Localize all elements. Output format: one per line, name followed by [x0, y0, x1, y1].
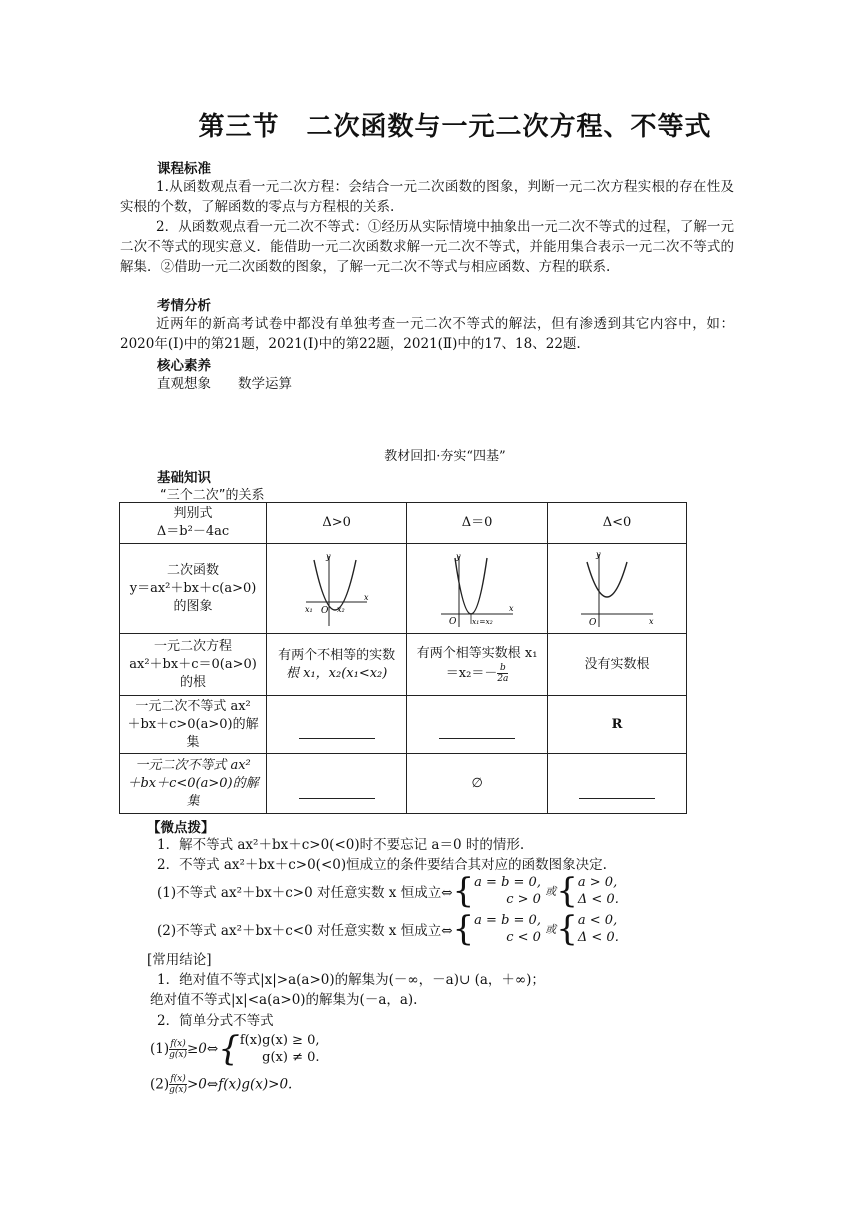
origin-label: O	[588, 617, 597, 628]
row-roots-label: 一元二次方程 ax²＋bx＋c＝0(a>0) 的根	[120, 634, 267, 696]
y-axis-label: y	[325, 551, 331, 561]
tips-heading: 【微点拨】	[147, 820, 215, 836]
roots-none: 没有实数根	[547, 634, 686, 696]
gt-solution-blank-1[interactable]	[267, 696, 407, 754]
x2-label: x₂	[336, 604, 345, 614]
row-graph-label: 二次函数 y＝ax²＋bx＋c(a>0) 的图象	[120, 544, 267, 634]
roots-two-distinct: 有两个不相等的实数 根 x₁，x₂(x₁<x₂)	[267, 634, 407, 696]
core-items: 直观想象 数学运算	[157, 376, 292, 392]
lt-solution-empty-set: ∅	[407, 754, 548, 814]
basics-heading: 基础知识	[157, 470, 211, 486]
header-discriminant: 判别式 Δ＝b²－4ac	[120, 503, 267, 544]
conclusions-heading: [常用结论]	[147, 952, 212, 968]
y-axis-label: y	[456, 551, 461, 561]
header-delta-zero: Δ＝0	[407, 503, 548, 544]
conclusion-line-5: (2) $\frac{f(x)}{g(x)}$ >0⇔f(x)g(x)>0.	[150, 1074, 293, 1095]
tip-line-2: 2．不等式 ax²＋bx＋c>0(<0)恒成立的条件要结合其对应的函数图象决定.	[157, 857, 607, 873]
analysis-p1: 近两年的新高考试卷中都没有单独考查一元二次不等式的解法，但有渗透到其它内容中，如：2020年(Ⅰ)中的第21题，2021(Ⅰ)中的第22题，2021(Ⅱ)中的17、18、22题.	[120, 316, 734, 352]
three-quadratics-table	[119, 502, 687, 814]
graph-two-roots	[267, 544, 407, 634]
origin-label: O	[320, 605, 329, 616]
tip-line-3: (1)不等式 ax²＋bx＋c>0 对任意实数 x 恒成立⇔{ a = b = 0, c > 0 或{ a > 0, Δ < 0.	[157, 871, 619, 911]
page-title: 第三节 二次函数与一元二次方程、不等式	[198, 112, 712, 142]
row-gt-solution-label: 一元二次不等式 ax² ＋bx＋c>0(a>0)的解 集	[120, 696, 267, 754]
gt-solution-no-root: R	[547, 696, 686, 754]
header-delta-negative: Δ<0	[547, 503, 686, 544]
graph-one-root	[407, 544, 548, 634]
lt-solution-blank-3[interactable]	[547, 754, 686, 814]
conclusion-line-1: 1．绝对值不等式|x|>a(a>0)的解集为(－∞，－a)∪ (a，＋∞)；	[157, 972, 545, 988]
header-delta-positive: Δ>0	[267, 503, 407, 544]
x-axis-label: x	[648, 616, 654, 626]
section-banner: 教材回扣·夯实“四基”	[384, 449, 506, 464]
course-standard-p2: 2．从函数观点看一元二次不等式：①经历从实际情境中抽象出一元二次不等式的过程，了解一元二次不等式的现实意义．能借助一元二次函数求解一元二次不等式，并能用集合表示一元二次不等式的解集．②借助一元二次函数的图象，了解一元二次不等式与相应函数、方程的联系.	[120, 219, 734, 275]
lt-solution-blank-1[interactable]	[267, 754, 407, 814]
conclusion-line-2: 绝对值不等式|x|<a(a>0)的解集为(－a，a).	[150, 992, 418, 1008]
core-heading: 核心素养	[157, 358, 211, 374]
course-standard-heading: 课程标准	[157, 161, 211, 177]
row-lt-solution-label: 一元二次不等式 ax² ＋bx＋c<0(a>0)的解 集	[120, 754, 267, 814]
origin-label: O	[449, 616, 457, 627]
x1-label: x₁	[304, 604, 313, 614]
graph-no-root	[547, 544, 686, 634]
course-standard-p1: 1.从函数观点看一元二次方程：会结合一元二次函数的图象，判断一元二次方程实根的存在性及实根的个数，了解函数的零点与方程根的关系.	[120, 179, 734, 215]
x-axis-label: x	[363, 592, 369, 602]
relation-heading: “三个二次”的关系	[160, 488, 265, 503]
analysis-heading: 考情分析	[157, 298, 211, 314]
y-axis-label: y	[595, 549, 601, 559]
conclusion-line-4: (1) $\frac{f(x)}{g(x)}$ ≥0⇔{ f(x)g(x) ≥ 0, g(x) ≠ 0.	[150, 1029, 320, 1069]
tip-line-1: 1．解不等式 ax²＋bx＋c>0(<0)时不要忘记 a＝0 时的情形.	[157, 837, 525, 853]
gt-solution-blank-2[interactable]	[407, 696, 548, 754]
double-root-label: x₁=x₂	[472, 616, 493, 626]
roots-double: 有两个相等实数根 x₁ ＝x₂＝－ $\frac{b}{2a}$	[407, 634, 548, 696]
x-axis-label: x	[509, 603, 514, 613]
tip-line-4: (2)不等式 ax²＋bx＋c<0 对任意实数 x 恒成立⇔{ a = b = 0, c < 0 或{ a < 0, Δ < 0.	[157, 909, 619, 949]
conclusion-line-3: 2．简单分式不等式	[157, 1013, 274, 1029]
